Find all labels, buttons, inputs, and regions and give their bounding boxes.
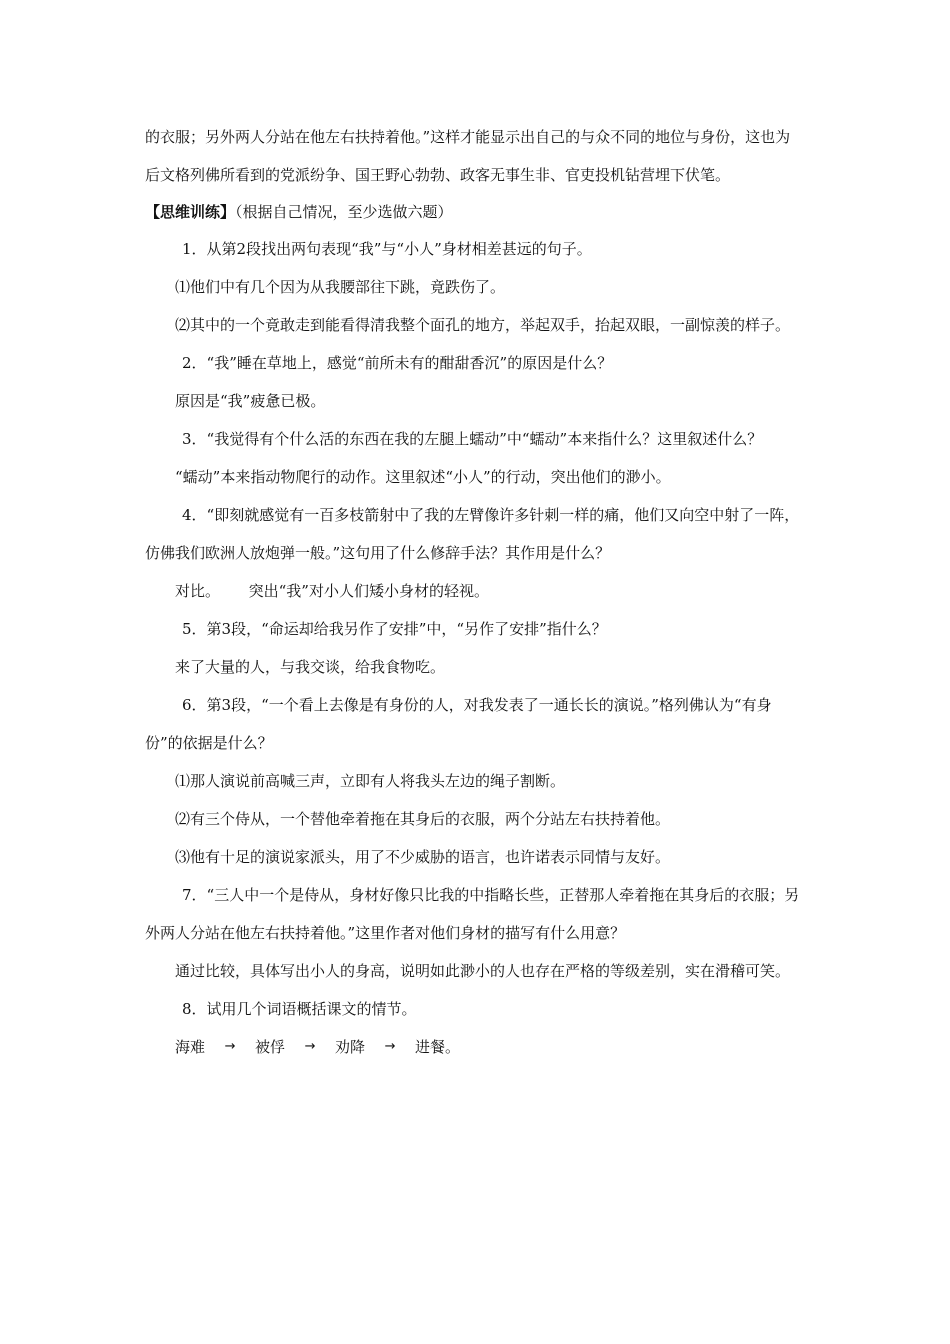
arrow-right-icon: → <box>304 1039 316 1054</box>
question-5: 5．第3段，“命运却给我另作了安排”中，“另作了安排”指什么？ <box>182 620 607 638</box>
answer-1-b: ⑵其中的一个竟敢走到能看得清我整个面孔的地方，举起双手，抬起双眼，一副惊羡的样子。 <box>175 316 791 334</box>
plot-step: 海难 <box>175 1038 206 1056</box>
plot-steps <box>145 1028 805 1066</box>
question-4: 4．“即刻就感觉有一百多枝箭射中了我的左臂像许多针刺一样的痛，他们又向空中射了一阵，仿佛我们欧洲人放炮弹一般。”这句用了什么修辞手法？其作用是什么？ <box>145 506 800 562</box>
plot-step: 进餐。 <box>415 1038 461 1056</box>
question-8: 8．试用几个词语概括课文的情节。 <box>182 1000 417 1018</box>
answer-6-c: ⑶他有十足的演说家派头，用了不少威胁的语言，也许诺表示同情与友好。 <box>175 848 671 866</box>
question-2: 2．“我”睡在草地上，感觉“前所未有的酣甜香沉”的原因是什么？ <box>182 354 613 372</box>
answer-7: 通过比较，具体写出小人的身高，说明如此渺小的人也存在严格的等级差别，实在滑稽可笑。 <box>175 962 791 980</box>
question-3: 3．“我觉得有个什么活的东西在我的左腿上蠕动”中“蠕动”本来指什么？这里叙述什么？ <box>182 430 763 448</box>
question-1: 1．从第2段找出两句表现“我”与“小人”身材相差甚远的句子。 <box>182 240 592 258</box>
section-heading-line <box>145 194 805 230</box>
arrow-right-icon: → <box>384 1039 396 1054</box>
answer-5: 来了大量的人，与我交谈，给我食物吃。 <box>175 658 446 676</box>
answer-4: 对比。 突出“我”对小人们矮小身材的轻视。 <box>175 582 489 600</box>
answer-2: 原因是“我”疲惫已极。 <box>175 392 326 410</box>
question-7: 7．“三人中一个是侍从，身材好像只比我的中指略长些，正替那人牵着拖在其身后的衣服；另外两人分站在他左右扶持着他。”这里作者对他们身材的描写有什么用意？ <box>145 886 800 942</box>
plot-step: 被俘 <box>255 1038 286 1056</box>
answer-1-a: ⑴他们中有几个因为从我腰部往下跳，竟跌伤了。 <box>175 278 506 296</box>
arrow-right-icon: → <box>224 1039 236 1054</box>
answer-6-a: ⑴那人演说前高喊三声，立即有人将我头左边的绳子割断。 <box>175 772 566 790</box>
document-body <box>145 118 805 1066</box>
answer-3: “蠕动”本来指动物爬行的动作。这里叙述“小人”的行动，突出他们的渺小。 <box>175 468 671 486</box>
intro-paragraph: 的衣服；另外两人分站在他左右扶持着他。”这样才能显示出自己的与众不同的地位与身份，这也为后文格列佛所看到的党派纷争、国王野心勃勃、政客无事生非、官吏投机钻营埋下伏笔。 <box>145 128 791 184</box>
plot-step: 劝降 <box>335 1038 366 1056</box>
section-heading-note: （根据自己情况，至少选做六题） <box>235 203 453 221</box>
question-6: 6．第3段，“一个看上去像是有身份的人，对我发表了一通长长的演说。”格列佛认为“有身份”的依据是什么？ <box>145 696 772 752</box>
answer-6-b: ⑵有三个侍从，一个替他牵着拖在其身后的衣服，两个分站左右扶持着他。 <box>175 810 671 828</box>
section-heading: 【思维训练】 <box>145 203 236 221</box>
